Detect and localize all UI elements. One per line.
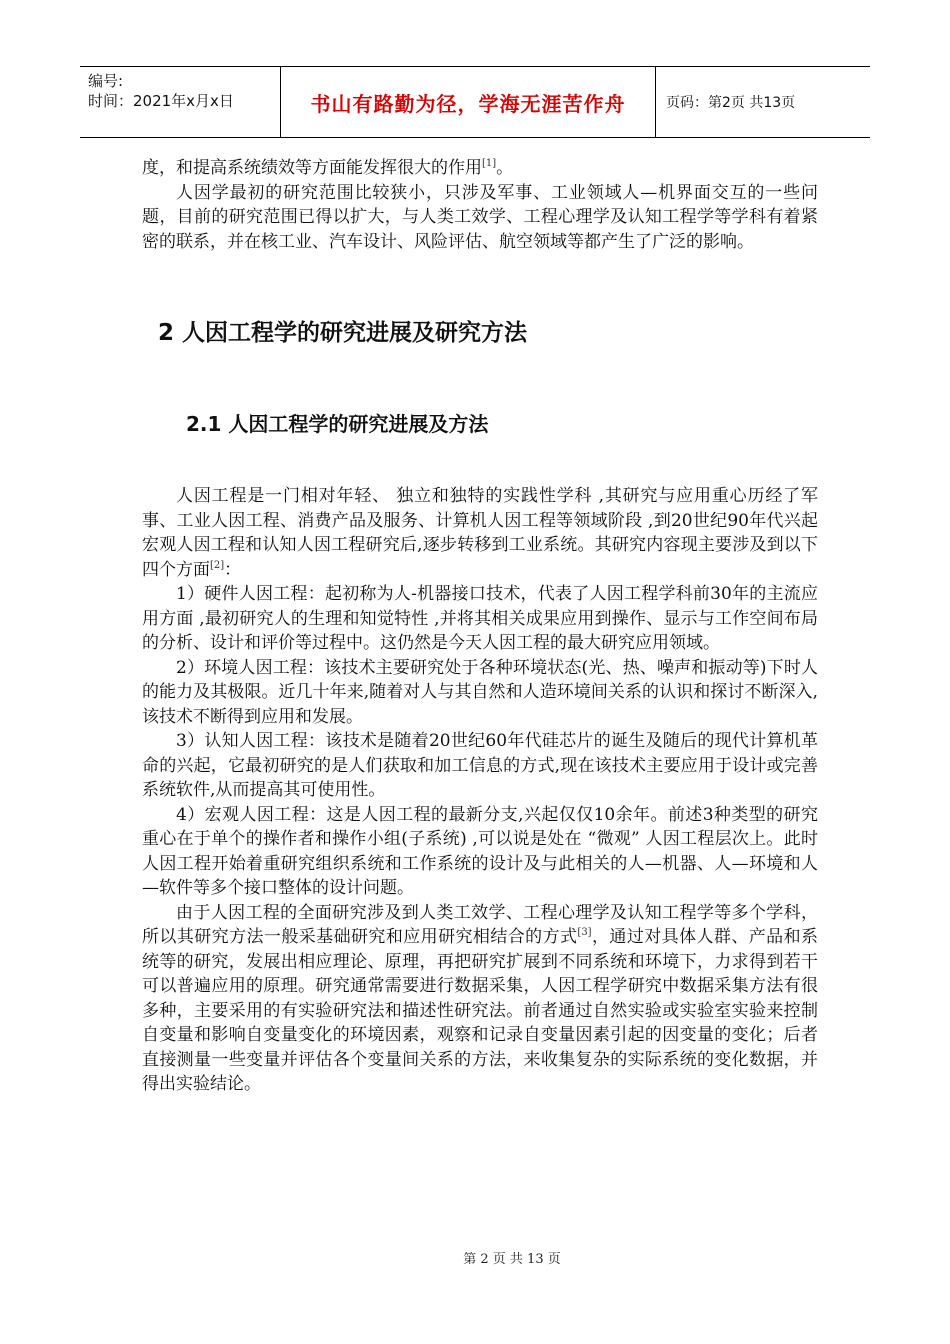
citation-ref: [2] <box>210 559 225 571</box>
top-section <box>142 156 818 254</box>
header-meta <box>80 67 281 137</box>
document-number-label: 编号: <box>88 72 124 90</box>
paragraph-methods: 由于人因工程的全面研究涉及到人类工效学、工程心理学及认知工程学等多个学科，所以其研究方法一般采基础研究和应用研究相结合的方式[3]，通过对具体人群、产品和系统等的研究，发展出相应理论、原理，再把研究扩展到不同系统和环境下，力求得到若干可以普遍应用的原理。研究通常需要进行数据采集，人因工程学研究中数据采集方法有很多种，主要采用的有实验研究法和描述性研究法。前者通过自然实验或实验室实验来控制自变量和影响自变量变化的环境因素，观察和记录自变量因素引起的因变量的变化；后者直接测量一些变量并评估各个变量间关系的方法，来收集复杂的实际系统的变化数据，并得出实验结论。 <box>142 902 819 1094</box>
citation-ref: [1] <box>482 158 497 169</box>
subsection-heading: 2.1 人因工程学的研究进展及方法 <box>186 412 489 436</box>
header-page-info: 页码：第2页 共13页 <box>666 95 796 111</box>
page-header <box>80 66 870 138</box>
citation-ref: [3] <box>577 927 592 938</box>
list-item: 1）硬件人因工程：起初称为人-机器接口技术，代表了人因工程学科前30年的主流应用方面 ,最初研究人的生理和知觉特性 ,并将其相关成果应用到操作、显示与工作空间布局的分析、设计和评价等过程中。这仍然是今天人因工程的最大研究应用领域。 <box>142 584 818 653</box>
list-item: 4）宏观人因工程：这是人因工程的最新分支,兴起仅仅10余年。前述3种类型的研究重心在于单个的操作者和操作小组(子系统) ,可以说是处在 “微观” 人因工程层次上。此时人因工程开始着重研究组织系统和工作系统的设计及与此相关的人—机器、人—环境和人—软件等多个接口整体的设计问题。 <box>142 804 818 898</box>
header-motto: 书山有路勤为径，学海无涯苦作舟 <box>281 67 656 137</box>
page-footer: 第 2 页 共 13 页 <box>463 1252 561 1267</box>
list-item: 3）认知人因工程：该技术是随着20世纪60年代硅芯片的诞生及随后的现代计算机革命的兴起，它最初研究的是人们获取和加工信息的方式,现在该技术主要应用于设计或完善系统软件,从而提高其可使用性。 <box>142 731 818 800</box>
main-section <box>142 484 818 1097</box>
paragraph: 人因学最初的研究范围比较狭小，只涉及军事、工业领域人—机界面交互的一些问题，目前的研究范围已得以扩大，与人类工效学、工程心理学及认知工程学等学科有着紧密的联系，并在核工业、汽车设计、风险评估、航空领域等都产生了广泛的影响。 <box>142 182 818 252</box>
paragraph-continued: 度，和提高系统绩效等方面能发挥很大的作用[1]。 <box>142 158 514 178</box>
list-item: 2）环境人因工程：该技术主要研究处于各种环境状态(光、热、噪声和振动等)下时人的能力及其极限。近几十年来,随着对人与其自然和人造环境间关系的认识和探讨不断深入,该技术不断得到应用和发展。 <box>142 657 818 727</box>
document-time-label: 时间：2021年x月x日 <box>88 92 234 110</box>
paragraph-intro: 人因工程是一门相对年轻、 独立和独特的实践性学科 ,其研究与应用重心历经了军事、工业人因工程、消费产品及服务、计算机人因工程等领域阶段 ,到20世纪90年代兴起宏观人因工程和认知人因工程研究后,逐步转移到工业系统。其研究内容现主要涉及到以下四个方面[2]： <box>142 486 818 580</box>
section-heading: 2 人因工程学的研究进展及研究方法 <box>158 320 528 346</box>
